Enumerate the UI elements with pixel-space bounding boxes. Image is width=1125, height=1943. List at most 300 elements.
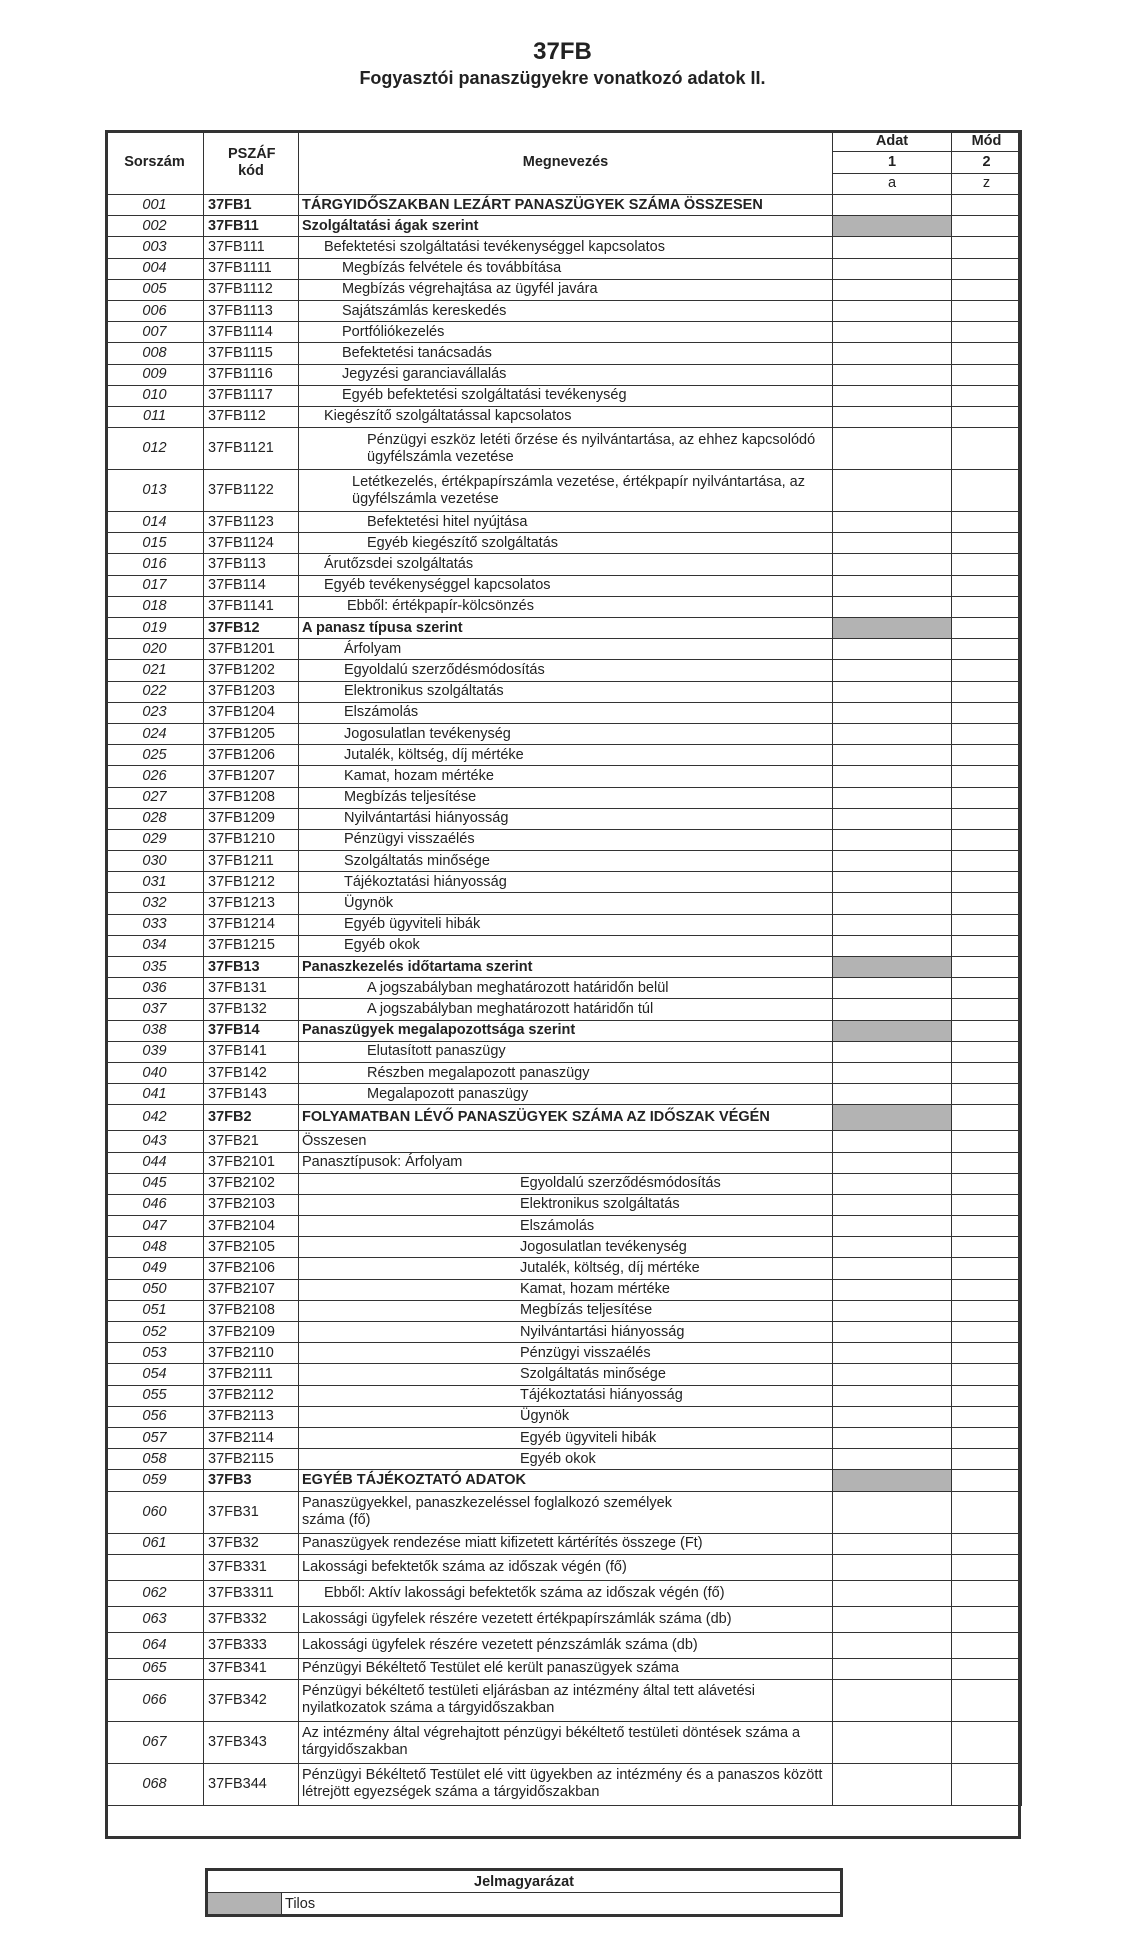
row-label: Befektetési szolgáltatási tevékenységgel kapcsolatos (299, 237, 833, 258)
data-cell (833, 1194, 952, 1215)
row-label: Egyoldalú szerződésmódosítás (299, 660, 833, 681)
row-number: 003 (106, 237, 204, 258)
table-row (106, 957, 1022, 978)
pszaf-code: 37FB13 (204, 957, 299, 978)
row-number: 046 (106, 1194, 204, 1215)
mode-cell (952, 1385, 1022, 1406)
row-number: 004 (106, 258, 204, 279)
row-label: Egyéb okok (299, 1449, 833, 1470)
data-cell (833, 428, 952, 470)
mode-cell (952, 1491, 1022, 1533)
row-number: 024 (106, 723, 204, 744)
row-label: Egyoldalú szerződésmódosítás (299, 1173, 833, 1194)
pszaf-code: 37FB132 (204, 999, 299, 1020)
row-number: 030 (106, 851, 204, 872)
header-col-2: 2 (952, 152, 1022, 173)
pszaf-code: 37FB14 (204, 1020, 299, 1041)
mode-cell (952, 1658, 1022, 1679)
pszaf-code: 37FB111 (204, 237, 299, 258)
row-number: 008 (106, 343, 204, 364)
pszaf-code: 37FB342 (204, 1679, 299, 1721)
row-label: Lakossági ügyfelek részére vezetett értékpapírszámlák száma (db) (299, 1606, 833, 1632)
data-cell (833, 618, 952, 639)
row-number: 058 (106, 1449, 204, 1470)
row-label: Elszámolás (299, 1216, 833, 1237)
pszaf-code: 37FB1124 (204, 533, 299, 554)
row-number: 036 (106, 978, 204, 999)
pszaf-code: 37FB2105 (204, 1237, 299, 1258)
row-number: 011 (106, 406, 204, 427)
form-code-title: 37FB (533, 38, 592, 65)
table-row (106, 385, 1022, 406)
table-row (106, 1533, 1022, 1554)
header-adat: Adat (833, 131, 952, 152)
pszaf-code: 37FB2104 (204, 1216, 299, 1237)
row-label: Ügynök (299, 893, 833, 914)
pszaf-code: 37FB1212 (204, 872, 299, 893)
row-label: Jutalék, költség, díj mértéke (299, 1258, 833, 1279)
table-row (106, 1632, 1022, 1658)
row-label: Kiegészítő szolgáltatással kapcsolatos (299, 406, 833, 427)
form-subtitle: Fogyasztói panaszügyekre vonatkozó adatok II. (359, 68, 766, 88)
pszaf-code: 37FB31 (204, 1491, 299, 1533)
mode-cell (952, 914, 1022, 935)
row-label: Megbízás teljesítése (299, 787, 833, 808)
data-cell (833, 1216, 952, 1237)
row-number: 056 (106, 1406, 204, 1427)
pszaf-code: 37FB141 (204, 1041, 299, 1062)
data-cell (833, 914, 952, 935)
row-label: Megbízás végrehajtása az ügyfél javára (299, 279, 833, 300)
mode-cell (952, 1194, 1022, 1215)
pszaf-code: 37FB1201 (204, 639, 299, 660)
pszaf-code: 37FB1115 (204, 343, 299, 364)
mode-cell (952, 957, 1022, 978)
row-number: 061 (106, 1533, 204, 1554)
row-number: 014 (106, 512, 204, 533)
table-row (106, 893, 1022, 914)
row-number: 023 (106, 702, 204, 723)
pszaf-code: 37FB143 (204, 1084, 299, 1105)
row-number: 018 (106, 596, 204, 617)
table-row (106, 829, 1022, 850)
mode-cell (952, 512, 1022, 533)
row-label: Az intézmény által végrehajtott pénzügyi békéltető testületi döntések száma a tárgyidőszakban (299, 1721, 833, 1763)
pszaf-code: 37FB331 (204, 1554, 299, 1580)
row-number: 063 (106, 1606, 204, 1632)
row-number: 015 (106, 533, 204, 554)
row-number: 049 (106, 1258, 204, 1279)
table-row (106, 808, 1022, 829)
table-row (106, 1470, 1022, 1491)
data-cell (833, 999, 952, 1020)
pszaf-code: 37FB11 (204, 216, 299, 237)
data-cell (833, 893, 952, 914)
data-cell (833, 195, 952, 216)
data-cell (833, 1554, 952, 1580)
mode-cell (952, 893, 1022, 914)
mode-cell (952, 808, 1022, 829)
data-cell (833, 745, 952, 766)
legend-label: Tilos (282, 1893, 842, 1916)
row-number: 037 (106, 999, 204, 1020)
table-row (106, 1300, 1022, 1321)
row-number: 035 (106, 957, 204, 978)
row-number: 027 (106, 787, 204, 808)
row-label: Panaszkezelés időtartama szerint (299, 957, 833, 978)
row-label: Lakossági ügyfelek részére vezetett pénzszámlák száma (db) (299, 1632, 833, 1658)
header-sorszam: Sorszám (106, 131, 204, 195)
row-label: A jogszabályban meghatározott határidőn belül (299, 978, 833, 999)
pszaf-code: 37FB32 (204, 1533, 299, 1554)
row-label: Pénzügyi eszköz letéti őrzése és nyilvántartása, az ehhez kapcsolódó ügyfélszámla vezetése (299, 428, 833, 470)
row-label: Megbízás felvétele és továbbítása (299, 258, 833, 279)
pszaf-code: 37FB1213 (204, 893, 299, 914)
row-number: 062 (106, 1580, 204, 1606)
row-number: 043 (106, 1131, 204, 1152)
data-cell (833, 639, 952, 660)
mode-cell (952, 618, 1022, 639)
row-label: Jegyzési garanciavállalás (299, 364, 833, 385)
row-label: Megbízás teljesítése (299, 1300, 833, 1321)
mode-cell (952, 1406, 1022, 1427)
table-row (106, 279, 1022, 300)
data-cell (833, 1279, 952, 1300)
data-cell (833, 575, 952, 596)
row-label: FOLYAMATBAN LÉVŐ PANASZÜGYEK SZÁMA AZ IDŐSZAK VÉGÉN (299, 1105, 833, 1131)
row-number: 026 (106, 766, 204, 787)
row-number: 009 (106, 364, 204, 385)
mode-cell (952, 279, 1022, 300)
table-row (106, 406, 1022, 427)
table-row (106, 1491, 1022, 1533)
data-cell (833, 596, 952, 617)
table-row (106, 1322, 1022, 1343)
pszaf-code: 37FB333 (204, 1632, 299, 1658)
row-number: 047 (106, 1216, 204, 1237)
row-label: A panasz típusa szerint (299, 618, 833, 639)
pszaf-code: 37FB1203 (204, 681, 299, 702)
row-number: 055 (106, 1385, 204, 1406)
row-label: Jogosulatlan tevékenység (299, 1237, 833, 1258)
pszaf-code: 37FB1113 (204, 300, 299, 321)
mode-cell (952, 470, 1022, 512)
row-number: 052 (106, 1322, 204, 1343)
data-cell (833, 829, 952, 850)
data-cell (833, 533, 952, 554)
table-row (106, 872, 1022, 893)
row-label: Pénzügyi békéltető testületi eljárásban az intézmény által tett alávetési nyilatkozatok száma a tárgyidőszakban (299, 1679, 833, 1721)
mode-cell (952, 1427, 1022, 1448)
row-label: Befektetési hitel nyújtása (299, 512, 833, 533)
table-row (106, 1343, 1022, 1364)
data-cell (833, 681, 952, 702)
data-cell (833, 1606, 952, 1632)
table-row (106, 1173, 1022, 1194)
table-row (106, 364, 1022, 385)
table-row (106, 1385, 1022, 1406)
table-row (106, 1679, 1022, 1721)
table-row (106, 1763, 1022, 1805)
data-cell (833, 1173, 952, 1194)
mode-cell (952, 1470, 1022, 1491)
data-cell (833, 279, 952, 300)
row-label: Panaszügyekkel, panaszkezeléssel foglalkozó személyek száma (fő) (299, 1491, 833, 1533)
data-cell (833, 872, 952, 893)
pszaf-code: 37FB1122 (204, 470, 299, 512)
pszaf-code: 37FB2108 (204, 1300, 299, 1321)
table-row (106, 660, 1022, 681)
mode-cell (952, 596, 1022, 617)
pszaf-code: 37FB1209 (204, 808, 299, 829)
table-row (106, 512, 1022, 533)
row-label: Árutőzsdei szolgáltatás (299, 554, 833, 575)
pszaf-code: 37FB1116 (204, 364, 299, 385)
row-number: 041 (106, 1084, 204, 1105)
row-label: Nyilvántartási hiányosság (299, 808, 833, 829)
row-label: Jutalék, költség, díj mértéke (299, 745, 833, 766)
row-number: 002 (106, 216, 204, 237)
row-label: Portfóliókezelés (299, 322, 833, 343)
mode-cell (952, 1020, 1022, 1041)
row-number: 050 (106, 1279, 204, 1300)
data-cell (833, 1131, 952, 1152)
header-mod: Mód (952, 131, 1022, 152)
table-row (106, 428, 1022, 470)
table-row (106, 1041, 1022, 1062)
row-label: Egyéb ügyviteli hibák (299, 1427, 833, 1448)
table-row (106, 1258, 1022, 1279)
data-cell (833, 406, 952, 427)
mode-cell (952, 1322, 1022, 1343)
data-cell (833, 1322, 952, 1343)
table-row (106, 766, 1022, 787)
row-label: Árfolyam (299, 639, 833, 660)
table-row (106, 1449, 1022, 1470)
mode-cell (952, 1580, 1022, 1606)
table-row (106, 1194, 1022, 1215)
data-cell (833, 216, 952, 237)
table-row (106, 1131, 1022, 1152)
table-row (106, 575, 1022, 596)
row-number: 044 (106, 1152, 204, 1173)
row-label: Pénzügyi visszaélés (299, 829, 833, 850)
table-row (106, 1364, 1022, 1385)
pszaf-code: 37FB112 (204, 406, 299, 427)
table-row (106, 935, 1022, 956)
table-row (106, 554, 1022, 575)
row-label: Elutasított panaszügy (299, 1041, 833, 1062)
data-cell (833, 1062, 952, 1083)
data-cell (833, 787, 952, 808)
table-row (106, 1554, 1022, 1580)
data-cell (833, 1427, 952, 1448)
pszaf-code: 37FB341 (204, 1658, 299, 1679)
mode-cell (952, 1721, 1022, 1763)
row-label: Egyéb ügyviteli hibák (299, 914, 833, 935)
table-row (106, 596, 1022, 617)
table-row (106, 216, 1022, 237)
mode-cell (952, 343, 1022, 364)
table-row (106, 195, 1022, 216)
data-cell (833, 1449, 952, 1470)
table-row (106, 300, 1022, 321)
mode-cell (952, 1237, 1022, 1258)
table-row (106, 1020, 1022, 1041)
legend-swatch (207, 1893, 282, 1916)
mode-cell (952, 978, 1022, 999)
data-cell (833, 723, 952, 744)
row-number: 039 (106, 1041, 204, 1062)
table-row (106, 681, 1022, 702)
row-number: 068 (106, 1763, 204, 1805)
data-cell (833, 1041, 952, 1062)
mode-cell (952, 1279, 1022, 1300)
row-label: Lakossági befektetők száma az időszak végén (fő) (299, 1554, 833, 1580)
row-number: 057 (106, 1427, 204, 1448)
row-label: Elektronikus szolgáltatás (299, 681, 833, 702)
pszaf-code: 37FB1202 (204, 660, 299, 681)
row-label: Panaszügyek megalapozottsága szerint (299, 1020, 833, 1041)
row-number: 038 (106, 1020, 204, 1041)
table-row (106, 851, 1022, 872)
mode-cell (952, 1062, 1022, 1083)
pszaf-code: 37FB2111 (204, 1364, 299, 1385)
pszaf-code: 37FB343 (204, 1721, 299, 1763)
row-label: Jogosulatlan tevékenység (299, 723, 833, 744)
pszaf-code: 37FB131 (204, 978, 299, 999)
row-number: 067 (106, 1721, 204, 1763)
data-cell (833, 957, 952, 978)
row-label: Pénzügyi visszaélés (299, 1343, 833, 1364)
row-number: 053 (106, 1343, 204, 1364)
table-row (106, 1580, 1022, 1606)
table-row (106, 343, 1022, 364)
mode-cell (952, 1343, 1022, 1364)
data-cell (833, 1679, 952, 1721)
row-label: Szolgáltatás minősége (299, 1364, 833, 1385)
mode-cell (952, 660, 1022, 681)
row-label: Panasztípusok: Árfolyam (299, 1152, 833, 1173)
row-number: 013 (106, 470, 204, 512)
mode-cell (952, 1105, 1022, 1131)
mode-cell (952, 787, 1022, 808)
row-number: 051 (106, 1300, 204, 1321)
row-number: 028 (106, 808, 204, 829)
table-row (106, 618, 1022, 639)
data-cell (833, 1580, 952, 1606)
data-cell (833, 1020, 952, 1041)
row-number: 029 (106, 829, 204, 850)
row-number: 021 (106, 660, 204, 681)
table-row (106, 723, 1022, 744)
pszaf-code: 37FB1112 (204, 279, 299, 300)
row-number: 054 (106, 1364, 204, 1385)
table-row (106, 787, 1022, 808)
data-cell (833, 1406, 952, 1427)
data-cell (833, 300, 952, 321)
pszaf-code: 37FB1114 (204, 322, 299, 343)
row-number (106, 1554, 204, 1580)
data-cell (833, 1632, 952, 1658)
pszaf-code: 37FB2115 (204, 1449, 299, 1470)
table-row (106, 999, 1022, 1020)
row-label: Kamat, hozam mértéke (299, 766, 833, 787)
mode-cell (952, 1173, 1022, 1194)
pszaf-code: 37FB1117 (204, 385, 299, 406)
table-row (106, 1427, 1022, 1448)
table-row (106, 702, 1022, 723)
data-table (105, 130, 1022, 1806)
row-number: 048 (106, 1237, 204, 1258)
pszaf-code: 37FB2114 (204, 1427, 299, 1448)
pszaf-code: 37FB1206 (204, 745, 299, 766)
pszaf-code: 37FB1141 (204, 596, 299, 617)
pszaf-code: 37FB332 (204, 1606, 299, 1632)
pszaf-code: 37FB142 (204, 1062, 299, 1083)
row-label: Ügynök (299, 1406, 833, 1427)
data-cell (833, 808, 952, 829)
table-row (106, 237, 1022, 258)
row-label: Letétkezelés, értékpapírszámla vezetése, értékpapír nyilvántartása, az ügyfélszámla vezetése (299, 470, 833, 512)
data-cell (833, 1364, 952, 1385)
row-number: 060 (106, 1491, 204, 1533)
data-cell (833, 385, 952, 406)
table-row (106, 1406, 1022, 1427)
data-cell (833, 978, 952, 999)
data-cell (833, 1258, 952, 1279)
mode-cell (952, 237, 1022, 258)
pszaf-code: 37FB12 (204, 618, 299, 639)
row-number: 012 (106, 428, 204, 470)
row-label: Kamat, hozam mértéke (299, 1279, 833, 1300)
row-label: TÁRGYIDŐSZAKBAN LEZÁRT PANASZÜGYEK SZÁMA ÖSSZESEN (299, 195, 833, 216)
pszaf-code: 37FB1214 (204, 914, 299, 935)
row-number: 016 (106, 554, 204, 575)
row-number: 019 (106, 618, 204, 639)
row-number: 010 (106, 385, 204, 406)
mode-cell (952, 935, 1022, 956)
mode-cell (952, 575, 1022, 596)
table-row (106, 533, 1022, 554)
table-row (106, 1658, 1022, 1679)
table-row (106, 639, 1022, 660)
pszaf-code: 37FB1 (204, 195, 299, 216)
data-cell (833, 512, 952, 533)
table-row (106, 1721, 1022, 1763)
row-number: 006 (106, 300, 204, 321)
mode-cell (952, 1084, 1022, 1105)
mode-cell (952, 872, 1022, 893)
row-label: Szolgáltatás minősége (299, 851, 833, 872)
pszaf-code: 37FB1123 (204, 512, 299, 533)
mode-cell (952, 364, 1022, 385)
mode-cell (952, 999, 1022, 1020)
data-cell (833, 554, 952, 575)
pszaf-code: 37FB2101 (204, 1152, 299, 1173)
data-cell (833, 1343, 952, 1364)
header-pszaf-kod: PSZÁF kód (204, 131, 299, 195)
pszaf-code: 37FB2103 (204, 1194, 299, 1215)
table-row (106, 1105, 1022, 1131)
mode-cell (952, 723, 1022, 744)
mode-cell (952, 1300, 1022, 1321)
header-col-a: a (833, 173, 952, 194)
mode-cell (952, 829, 1022, 850)
header-col-1: 1 (833, 152, 952, 173)
mode-cell (952, 1554, 1022, 1580)
data-cell (833, 364, 952, 385)
